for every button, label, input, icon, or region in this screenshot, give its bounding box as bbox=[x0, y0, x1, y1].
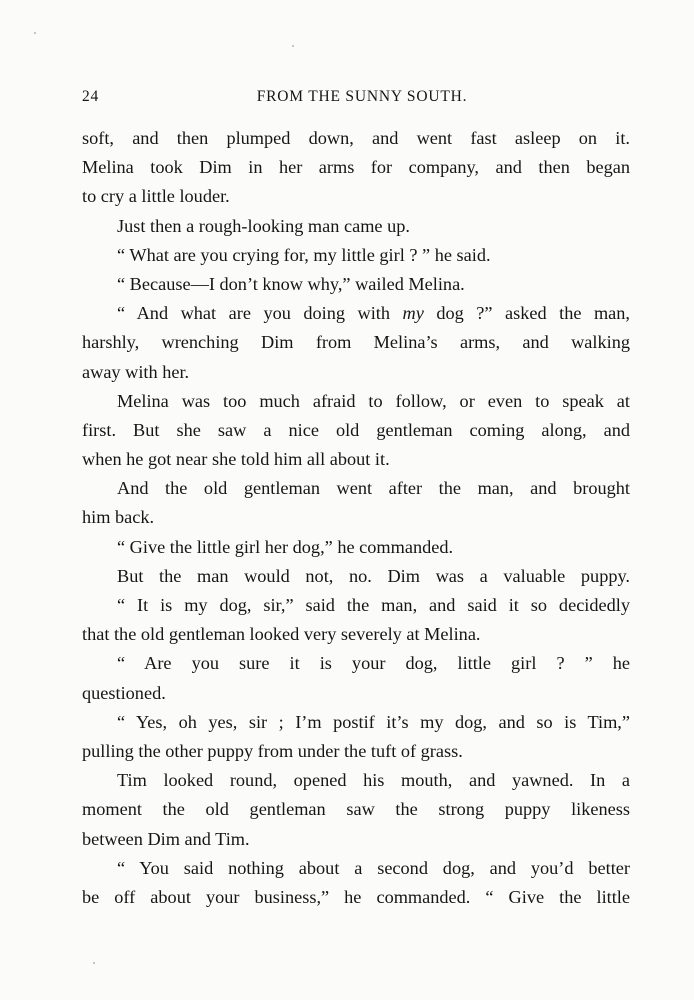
running-head: FROM THE SUNNY SOUTH. bbox=[256, 88, 468, 105]
text-line-26: “ You said nothing about a second dog, and you’d better bbox=[117, 857, 630, 878]
text-line-09: away with her. bbox=[82, 361, 190, 382]
text-line-01: soft, and then plumped down, and went fast asleep on it. bbox=[82, 128, 630, 148]
emphasized-word: my bbox=[402, 303, 424, 324]
text-line-17: “ It is my dog, sir,” said the man, and said it so decidedly bbox=[117, 595, 630, 615]
body-text bbox=[82, 124, 630, 912]
page-header bbox=[82, 88, 630, 110]
text-line-08: harshly, wrenching Dim from Melina’s arms, and walking bbox=[82, 332, 630, 353]
text-line-07-after-emphasis: dog ?” asked the man, bbox=[423, 303, 630, 324]
text-line-23: Tim looked round, opened his mouth, and yawned. In a bbox=[117, 770, 630, 791]
text-line-03: to cry a little louder. bbox=[82, 186, 230, 207]
text-line-24: moment the old gentleman saw the strong puppy likeness bbox=[82, 799, 630, 820]
text-line-22: pulling the other puppy from under the tuft of grass. bbox=[82, 740, 463, 761]
page-number: 24 bbox=[82, 88, 100, 105]
text-line-21: “ Yes, oh yes, sir ; I’m postif it’s my dog, and so is Tim,” bbox=[117, 711, 630, 732]
paper-speck-bottom-left bbox=[93, 962, 95, 964]
text-line-19: “ Are you sure it is your dog, little girl ? ” he bbox=[117, 653, 630, 674]
text-line-27: be off about your business,” he commanded. “ Give the little bbox=[82, 886, 630, 907]
text-line-11: first. But she saw a nice old gentleman coming along, and bbox=[82, 419, 630, 440]
text-line-07-before-emphasis: “ And what are you doing with bbox=[117, 303, 403, 324]
text-line-20: questioned. bbox=[82, 682, 166, 703]
text-line-04: Just then a rough-looking man came up. bbox=[117, 215, 410, 236]
text-line-06: “ Because—I don’t know why,” wailed Melina. bbox=[117, 273, 465, 294]
paper-speck-top-left bbox=[34, 32, 36, 34]
text-line-25: between Dim and Tim. bbox=[82, 828, 250, 849]
text-line-02: Melina took Dim in her arms for company, and then began bbox=[82, 157, 630, 178]
text-line-10: Melina was too much afraid to follow, or even to speak at bbox=[117, 390, 630, 411]
text-line-12: when he got near she told him all about it. bbox=[82, 449, 390, 470]
text-line-14: him back. bbox=[82, 507, 155, 528]
paper-speck-top-center bbox=[292, 45, 294, 47]
text-line-13: And the old gentleman went after the man, and brought bbox=[117, 478, 630, 499]
text-line-18: that the old gentleman looked very severely at Melina. bbox=[82, 624, 481, 645]
text-line-05: “ What are you crying for, my little girl ? ” he said. bbox=[117, 244, 491, 265]
text-line-15: “ Give the little girl her dog,” he commanded. bbox=[117, 536, 454, 557]
text-line-16: But the man would not, no. Dim was a valuable puppy. bbox=[117, 565, 630, 586]
text-line-07 bbox=[82, 299, 630, 328]
